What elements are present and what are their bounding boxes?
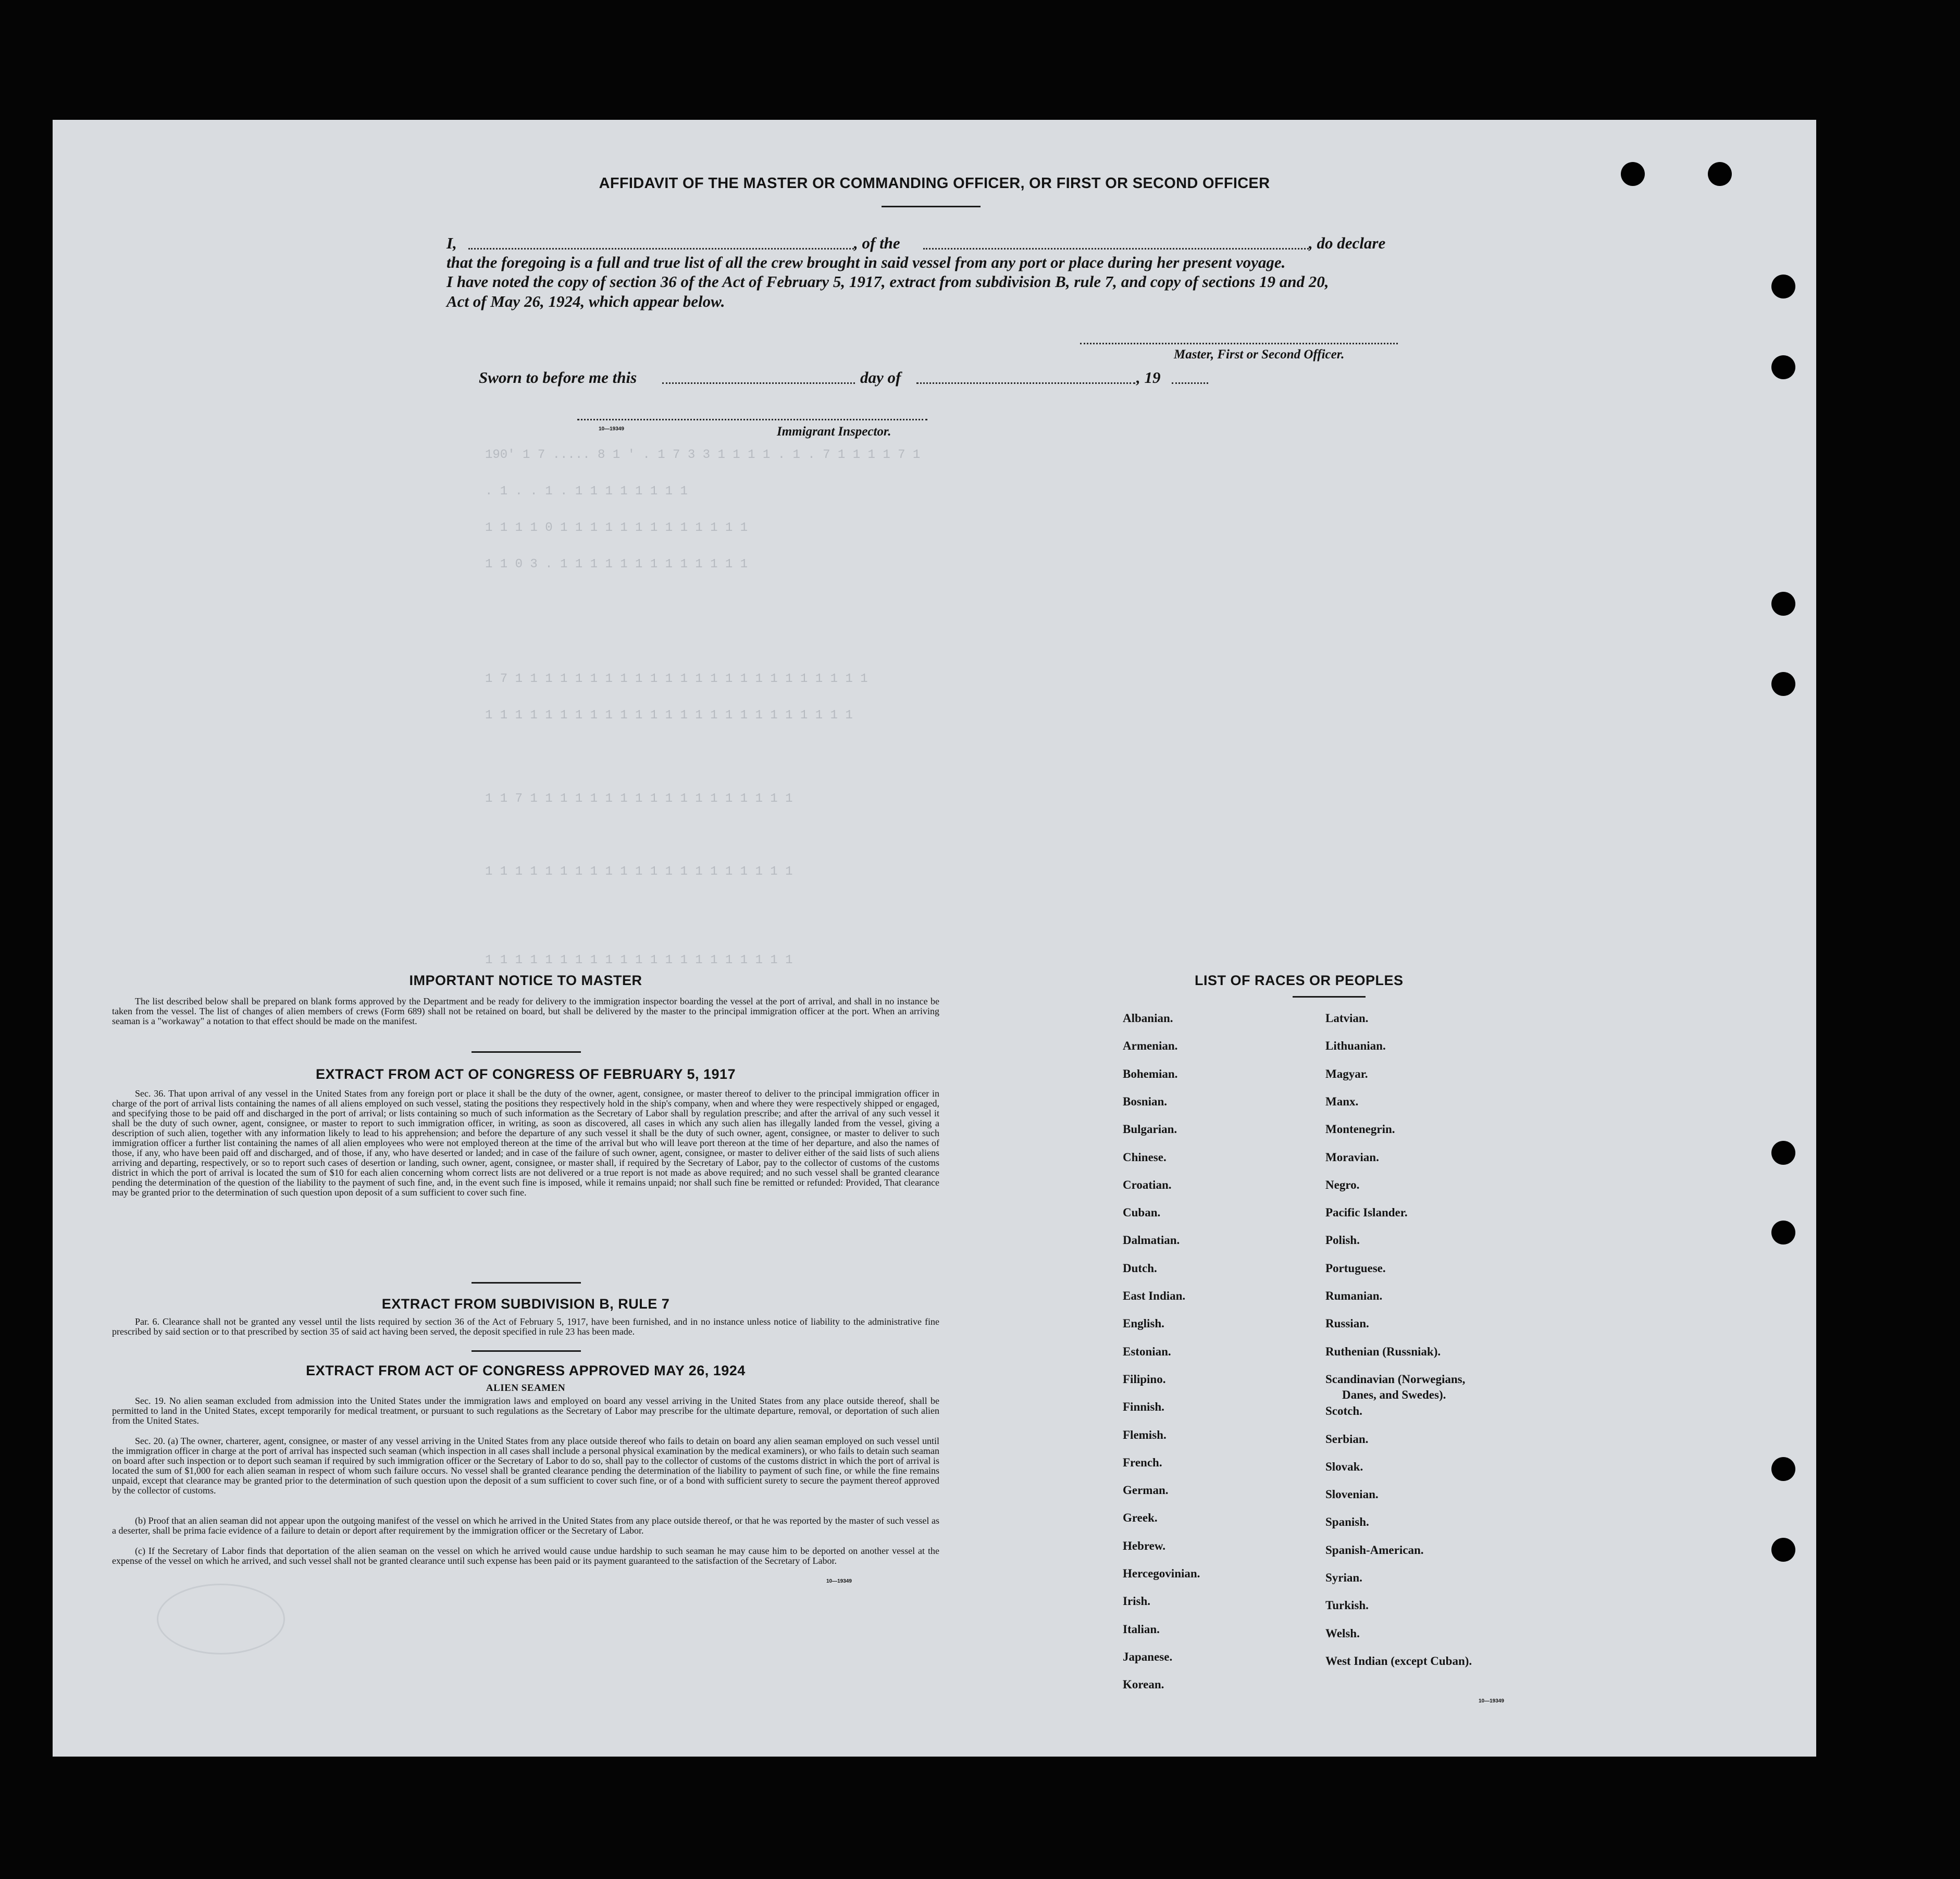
binder-hole-icon	[1621, 162, 1645, 186]
affidavit-line1	[446, 233, 1475, 254]
race-item: Albanian.	[1123, 1012, 1173, 1025]
races-divider	[1293, 996, 1366, 998]
signature-caption: Master, First or Second Officer.	[1174, 347, 1345, 362]
document-page	[53, 120, 1816, 1757]
affidavit-line2: that the foregoing is a full and true list of all the crew brought in said vessel from any port or place during her present voyage.	[446, 253, 1286, 271]
binder-hole-icon	[1771, 1141, 1795, 1165]
extract-1924-sec20a: Sec. 20. (a) The owner, charterer, agent, consignee, or master of any vessel arriving in the United States from any place outside thereof who fails to detain on board any alien seaman employed on such vessel until the immigration officer in charge at the port of arrival has inspected such seaman (which inspection in all cases shall include a personal physical examination by the medical examiners), or who fails to detain such seaman on board after such inspection or to deport such seaman if required by such immigration officer or the Secretary of Labor to do so, shall pay to the collector of customs of the customs district in which the port of arrival is located the sum of $1,000 for each alien seaman in respect of whom such failure occurs. No vessel shall be granted clearance pending the determination of the liability to payment of such fine, or while the fine remains unpaid, except that clearance may be granted prior to the determination of such question upon the deposit of a sum sufficient to cover such fine, or of a bond with sufficient surety to secure the payment thereof approved by the collector of customs.	[112, 1436, 939, 1496]
races-title: LIST OF RACES OR PEOPLES	[1195, 973, 1404, 988]
affidavit-of-the: , of the	[854, 234, 900, 252]
race-item: German.	[1123, 1484, 1169, 1497]
affidavit-i: I,	[446, 234, 457, 252]
bleed-through-row: . 1 . . 1 . 1 1 1 1 1 1 1 1	[485, 484, 688, 499]
race-item: Danes, and Swedes).	[1342, 1388, 1446, 1401]
extract-form-number: 10—19349	[826, 1578, 852, 1584]
race-item: Korean.	[1123, 1678, 1164, 1691]
bleed-through-row: 1 1 7 1 1 1 1 1 1 1 1 1 1 1 1 1 1 1 1 1 1	[485, 792, 793, 806]
race-item: Spanish.	[1325, 1515, 1369, 1529]
race-item: Slovak.	[1325, 1460, 1363, 1473]
race-item: Hebrew.	[1123, 1539, 1165, 1552]
races-form-number: 10—19349	[1479, 1698, 1504, 1704]
race-item: Turkish.	[1325, 1599, 1369, 1612]
notice-divider	[472, 1051, 581, 1053]
bleed-through-row: 1 1 0 3 . 1 1 1 1 1 1 1 1 1 1 1 1 1	[485, 557, 748, 571]
race-item: Scotch.	[1325, 1404, 1362, 1418]
inspector-signature-line[interactable]	[577, 419, 927, 420]
race-item: Manx.	[1325, 1094, 1359, 1108]
race-item: Dalmatian.	[1123, 1234, 1180, 1247]
race-item: Finnish.	[1123, 1400, 1164, 1414]
race-item: Flemish.	[1123, 1428, 1167, 1441]
bleed-through-row: 1 7 1 1 1 1 1 1 1 1 1 1 1 1 1 1 1 1 1 1 1 1 1 1 1 1	[485, 672, 868, 686]
race-item: Italian.	[1123, 1622, 1160, 1636]
race-item: Latvian.	[1325, 1012, 1369, 1025]
binder-hole-icon	[1708, 162, 1732, 186]
race-item: English.	[1123, 1317, 1164, 1330]
race-item: Japanese.	[1123, 1650, 1173, 1663]
extract-1917-title: EXTRACT FROM ACT OF CONGRESS OF FEBRUARY 5, 1917	[315, 1066, 736, 1082]
race-item: Magyar.	[1325, 1067, 1368, 1080]
inspector-caption: Immigrant Inspector.	[777, 425, 891, 439]
race-item: Filipino.	[1123, 1372, 1166, 1386]
affidavit-title: AFFIDAVIT OF THE MASTER OR COMMANDING OFFICER, OR FIRST OR SECOND OFFICER	[599, 175, 1270, 192]
race-item: Ruthenian (Russniak).	[1325, 1345, 1441, 1358]
extract-1924-sec20c: (c) If the Secretary of Labor finds that deportation of the alien seaman on the vessel on which he arrived would cause undue hardship to such seaman he may cause him to be deported on another vessel at the expense of the vessel on which he arrived, and such vessel shall not be granted clearance until such expense has been paid or its payment guaranteed to the satisfaction of the Secretary of Labor.	[112, 1546, 939, 1566]
race-item: Armenian.	[1123, 1039, 1178, 1053]
race-item: Slovenian.	[1325, 1488, 1379, 1501]
signature-line[interactable]	[1080, 343, 1398, 344]
bleed-through-row: 1 1 1 1 1 1 1 1 1 1 1 1 1 1 1 1 1 1 1 1 1 1 1 1 1	[485, 708, 853, 723]
race-item: Moravian.	[1325, 1150, 1379, 1164]
binder-hole-icon	[1771, 1538, 1795, 1562]
rule7-title: EXTRACT FROM SUBDIVISION B, RULE 7	[381, 1296, 670, 1312]
notice-text: The list described below shall be prepared on blank forms approved by the Department and be ready for delivery to the immigration inspector boarding the vessel at the port of arrival, and shall in no instance be taken from the vessel. The list of changes of alien members of crews (Form 689) shall not be retained on board, but shall be delivered by the master to the principal immigration officer at the port. When an arriving seaman is a "workaway" a notation to that effect should be made on the manifest.	[112, 996, 939, 1026]
extract-1924-sec19: Sec. 19. No alien seaman excluded from admission into the United States under the immigration laws and employed on board any vessel arriving in the United States from any place outside thereof, shall be permitted to land in the United States, except temporarily for medical treatment, or pursuant to such regulations as the Secretary of Labor may prescribe for the ultimate departure, removal, or deportation of such alien from the United States.	[112, 1396, 939, 1426]
faint-stamp	[157, 1584, 285, 1654]
binder-hole-icon	[1771, 592, 1795, 616]
extract-1917-divider	[472, 1282, 581, 1284]
rule7-text: Par. 6. Clearance shall not be granted any vessel until the lists required by section 36 of the Act of February 5, 1917, have been furnished, and in no instance unless notice of liability to the administrative fine prescribed by said section or to that prescribed by section 35 of said act having been served, the deposit specified in rule 23 has been made.	[112, 1316, 939, 1337]
race-item: Hercegovinian.	[1123, 1567, 1200, 1580]
title-underline	[882, 206, 981, 207]
race-item: Portuguese.	[1325, 1261, 1386, 1275]
bleed-through-row: 190' 1 7 ..... 8 1 ' . 1 7 3 3 1 1 1 1 . 1 . 7 1 1 1 1 7 1	[485, 448, 921, 462]
inspector-form-number: 10—19349	[599, 426, 624, 432]
race-item: Scandinavian (Norwegians,	[1325, 1372, 1466, 1386]
bleed-through-row: 1 1 1 1 1 1 1 1 1 1 1 1 1 1 1 1 1 1 1 1 1	[485, 953, 793, 967]
affidavit-declare: , do declare	[1309, 234, 1386, 252]
race-item: Dutch.	[1123, 1261, 1157, 1275]
race-item: Bosnian.	[1123, 1094, 1168, 1108]
race-item: Cuban.	[1123, 1206, 1161, 1220]
race-item: Bulgarian.	[1123, 1123, 1177, 1136]
binder-hole-icon	[1771, 275, 1795, 298]
race-item: Croatian.	[1123, 1178, 1172, 1191]
race-item: Estonian.	[1123, 1345, 1171, 1358]
race-item: Chinese.	[1123, 1150, 1167, 1164]
sworn-line	[479, 368, 1260, 389]
bleed-through-row: 1 1 1 1 0 1 1 1 1 1 1 1 1 1 1 1 1 1	[485, 521, 748, 535]
race-item: Pacific Islander.	[1325, 1206, 1408, 1220]
sworn-prefix: Sworn to before me this	[479, 368, 637, 387]
race-item: East Indian.	[1123, 1289, 1186, 1302]
binder-hole-icon	[1771, 1457, 1795, 1481]
vessel-blank[interactable]	[923, 248, 1309, 250]
race-item: French.	[1123, 1455, 1162, 1469]
race-item: Lithuanian.	[1325, 1039, 1386, 1053]
race-item: Rumanian.	[1325, 1289, 1383, 1302]
race-item: West Indian (except Cuban).	[1325, 1654, 1472, 1668]
extract-1924-title: EXTRACT FROM ACT OF CONGRESS APPROVED MAY 26, 1924	[306, 1363, 746, 1378]
notice-title: IMPORTANT NOTICE TO MASTER	[409, 973, 642, 988]
race-item: Bohemian.	[1123, 1067, 1178, 1080]
race-item: Greek.	[1123, 1511, 1158, 1525]
affidavit-line3: I have noted the copy of section 36 of the Act of February 5, 1917, extract from subdivision B, rule 7, and copy of sections 19 and 20,	[446, 272, 1329, 291]
name-blank[interactable]	[468, 248, 854, 250]
race-item: Russian.	[1325, 1317, 1369, 1330]
sworn-date-blank[interactable]	[662, 382, 855, 384]
bleed-through-row: 1 1 1 1 1 1 1 1 1 1 1 1 1 1 1 1 1 1 1 1 1	[485, 865, 793, 879]
race-item: Spanish-American.	[1325, 1543, 1424, 1557]
binder-hole-icon	[1771, 355, 1795, 379]
rule7-divider	[472, 1350, 581, 1352]
race-item: Syrian.	[1325, 1571, 1362, 1584]
sworn-month-blank[interactable]	[916, 382, 1135, 384]
binder-hole-icon	[1771, 1221, 1795, 1245]
extract-1924-sec20b: (b) Proof that an alien seaman did not appear upon the outgoing manifest of the vessel on which he arrived in the United States from any place outside thereof, or that he was reported by the master of such vessel as a deserter, shall be prima facie evidence of a failure to detain or deport after requirement by the immigration officer or the Secretary of Labor.	[112, 1515, 939, 1536]
race-item: Serbian.	[1325, 1432, 1369, 1446]
sworn-year: , 19	[1136, 368, 1161, 387]
race-item: Irish.	[1123, 1595, 1151, 1608]
race-item: Montenegrin.	[1325, 1123, 1395, 1136]
sworn-year-blank[interactable]	[1172, 382, 1208, 384]
race-item: Negro.	[1325, 1178, 1360, 1191]
alien-seamen-subtitle: ALIEN SEAMEN	[486, 1383, 566, 1393]
race-item: Welsh.	[1325, 1626, 1360, 1640]
race-item: Polish.	[1325, 1234, 1360, 1247]
extract-1917-text: Sec. 36. That upon arrival of any vessel in the United States from any foreign port or place it shall be the duty of the owner, agent, consignee, or master thereof to deliver to the principal immigration officer in charge of the port of arrival lists containing the names of all aliens employed on such vessel, stating the positions they respectively hold in the ship's company, when and where they were respectively shipped or engaged, and specifying those to be paid off and discharged in the port of arrival; or lists containing so much of such information as the Secretary of Labor shall by regulation prescribe; and after the arrival of any such vessel it shall be the duty of such owner, agent, consignee, or master to report to such immigration officer, in writing, as soon as discovered, all cases in which any such alien has illegally landed from the vessel, giving a description of such alien, together with any information likely to lead to his apprehension; and before the departure of any such vessel it shall be the duty of such owner, agent, consignee, or master to deliver to such immigration officer a further list containing the names of all alien employees who were not employed thereon at the time of the arrival but who will leave port thereon at the time of her departure, and also the names of those, if any, who have been paid off and discharged, and of those, if any, who have deserted or landed; and in case of the failure of such owner, agent, consignee, or master to deliver either of the said lists of such aliens arriving and departing, respectively, or so to report such cases of desertion or landing, such owner, agent, consignee, or master shall, if required by the Secretary of Labor, pay to the collector of customs of the customs district in which the port of arrival is located the sum of $10 for each alien concerning whom correct lists are not delivered or a true report is not made as above required; and no such vessel shall be granted clearance pending the determination of the question of the liability to the payment of such fine, and, in the event such fine is imposed, while it remains unpaid; nor shall such fine be remitted or refunded: Provided, That clearance may be granted prior to the determination of such question upon deposit of a sum sufficient to cover such fine.	[112, 1088, 939, 1198]
binder-hole-icon	[1771, 672, 1795, 696]
sworn-day-of: day of	[860, 368, 901, 387]
affidavit-line4: Act of May 26, 1924, which appear below.	[446, 292, 725, 310]
